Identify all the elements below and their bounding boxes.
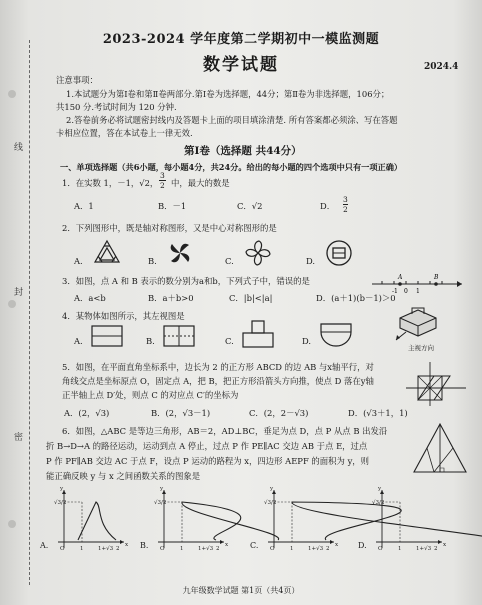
exam-title: 2023-2024 学年度第二学期初中一模监测题: [102, 32, 380, 47]
q6-graph-tick-label: 1+√3: [416, 546, 432, 552]
q6-graph-y-label: y: [378, 486, 382, 492]
note-line: 卡相应位置，答在本试卷上一律无效.: [56, 128, 193, 138]
q5-line: 5．如图，在平面直角坐标系中，边长为 2 的正方形 ABCD 的边 AB 与x轴平行，对: [62, 362, 374, 372]
q6-graph-tick-label: 2: [326, 546, 330, 552]
margin-label: 封: [14, 288, 24, 298]
q2-figure-b: [165, 238, 195, 268]
q6-graph-tick-label: 1: [180, 546, 184, 552]
q6-graph-x-arrow: [438, 540, 442, 544]
q1-option-a[interactable]: A．1: [74, 201, 94, 211]
page-footer: 九年级数学试题 第1页（共4页）: [182, 586, 300, 595]
q3-axis-label: 1: [416, 288, 420, 295]
q2-stem: 2．下列图形中，既是轴对称图形，又是中心对称图形的是: [62, 223, 277, 233]
q6-graph-origin-label: O: [60, 546, 65, 552]
q3-point-label: A: [398, 274, 403, 281]
q4-figure-a: [90, 322, 124, 350]
q6-graph-x-label: x: [225, 542, 229, 548]
q4-option-d[interactable]: D.: [302, 336, 312, 346]
q3-option-b[interactable]: B．a＋b>0: [148, 293, 194, 303]
q6-graph-x-label: x: [443, 542, 447, 548]
q1-stem-b: 中，最大的数是: [171, 178, 230, 188]
q4-option-b[interactable]: B.: [146, 336, 155, 346]
q3-option-a[interactable]: A．a<b: [74, 293, 106, 303]
q4-figure-d: [318, 320, 354, 350]
q2-figure-d: [324, 238, 354, 268]
q6-graph-peak-label: √3/2: [154, 500, 167, 506]
q5-coordinate-figure: [404, 360, 470, 410]
q3-number-line: [370, 270, 466, 294]
q6-graph-curve: [78, 502, 116, 540]
q4-figure-b: [162, 322, 196, 350]
q4-stem: 4．某物体如图所示，其左视图是: [62, 311, 185, 321]
q6-option-b: B.: [140, 541, 149, 550]
q6-line: 能正确反映 y 与 x 之间函数关系的图象是: [46, 471, 201, 481]
q6-line: P 作 PF∥AB 交边 AC 于点 F，设点 P 运动的路程为 x，四边形 AEPF 的面积为 y，则: [46, 456, 370, 466]
q1-stem-a: 1．在实数 1，－1，√2，: [62, 178, 159, 188]
q5-option-c[interactable]: C．(2，2－√3): [249, 408, 309, 418]
margin-label: 密: [14, 433, 24, 443]
binder-hole: [8, 300, 16, 308]
q6-graph-x-label: x: [125, 542, 129, 548]
q4-option-c[interactable]: C.: [225, 336, 234, 346]
note-line: 2.答卷前务必将试题密封线内及答题卡上面的项目填涂清楚. 所有答案都必须涂、写在答题: [66, 115, 398, 125]
q6-graph-tick-label: 2: [216, 546, 220, 552]
binder-hole: [8, 90, 16, 98]
q3-option-c[interactable]: C．|b|<|a|: [229, 293, 273, 303]
q6-graph-tick-label: 1: [80, 546, 84, 552]
q6-graph-curve: [182, 502, 279, 540]
q6-graph-peak-label: √3/2: [372, 500, 385, 506]
q6-graph-tick-label: 1: [398, 546, 402, 552]
margin-label: 线: [14, 143, 24, 153]
q3-option-d[interactable]: D．(a＋1)(b－1)＞0: [316, 293, 396, 303]
q6-graph-tick-label: 1+√3: [198, 546, 214, 552]
q6-graph-y-label: y: [270, 486, 274, 492]
exam-date: 2024.4: [424, 62, 459, 72]
q4-figure-c: [240, 318, 276, 350]
q6-graph-y-label: y: [160, 486, 164, 492]
q2-option-b[interactable]: B.: [148, 256, 157, 266]
q6-graph-tick-label: 1: [290, 546, 294, 552]
q1-option-d[interactable]: D．: [320, 201, 336, 211]
q6-graph-curve: [292, 502, 482, 540]
binder-hole: [8, 520, 16, 528]
q6-graph-origin-label: O: [270, 546, 275, 552]
q6-graph-origin-label: O: [160, 546, 165, 552]
notes-heading: 注意事项：: [56, 75, 98, 85]
q6-graph-x-arrow: [330, 540, 334, 544]
q6-answer-graphs: [40, 486, 470, 556]
q6-graph-y-label: y: [60, 486, 64, 492]
section-instruction: 一、单项选择题（共6小题，每小题4分，共24分。给出的每小题的四个选项中只有一项正确）: [60, 162, 403, 172]
q5-line: 角线交点是坐标原点 O，固定点 A，把 B，把正方形沿箭头方向推，使点 D 落在y轴: [62, 376, 374, 386]
q1-option-d-fraction: 3 2: [343, 195, 348, 214]
q6-graph-peak-label: √3/2: [54, 500, 67, 506]
q2-option-d[interactable]: D.: [306, 256, 316, 266]
q6-graph-origin-label: O: [378, 546, 383, 552]
q5-line: 正半轴上点 D′处，则点 C 的对应点 C′的坐标为: [62, 390, 239, 400]
q6-graph-x-arrow: [120, 540, 124, 544]
q2-figure-c: [243, 238, 273, 268]
subject-title: 数学试题: [203, 55, 279, 75]
seal-line: [29, 40, 30, 585]
q1-fraction: 3 2: [160, 171, 165, 190]
q6-graph-peak-label: √3/2: [264, 500, 277, 506]
q3-axis-label: 0: [404, 288, 408, 295]
q6-graph-tick-label: 2: [116, 546, 120, 552]
q6-option-c: C.: [250, 541, 259, 550]
q6-option-a: A.: [40, 541, 49, 550]
q5-option-d[interactable]: D．(√3＋1，1): [348, 408, 408, 418]
q6-option-d: D.: [358, 541, 367, 550]
q2-option-a[interactable]: A.: [74, 256, 83, 266]
q3-point-label: B: [434, 274, 439, 281]
q1-option-b[interactable]: B．－1: [158, 201, 187, 211]
q4-object-3d: [392, 306, 446, 344]
q4-option-a[interactable]: A.: [74, 336, 83, 346]
q3-stem: 3．如图，点 A 和 B 表示的数分别为a和b，下列式子中，错误的是: [62, 276, 310, 286]
q6-line: 6．如图，△ABC 是等边三角形，AB＝2，AD⊥BC，垂足为点 D，点 P 从点 B 出发沿: [62, 426, 388, 436]
q6-graph-tick-label: 1+√3: [98, 546, 114, 552]
q6-triangle-figure: [410, 422, 470, 478]
q6-graph-tick-label: 2: [434, 546, 438, 552]
section-title: 第Ⅰ卷（选择题 共44分）: [184, 145, 302, 157]
q6-graph-tick-label: 1+√3: [308, 546, 324, 552]
q6-graph-x-arrow: [220, 540, 224, 544]
note-line: 1.本试题分为第Ⅰ卷和第Ⅱ卷两部分.第Ⅰ卷为选择题，44分；第Ⅱ卷为非选择题，106分；: [66, 89, 390, 99]
note-line: 共150 分.考试时间为 120 分钟.: [56, 102, 177, 112]
q5-option-b[interactable]: B．(2，√3－1): [151, 408, 211, 418]
q6-graph-x-label: x: [335, 542, 339, 548]
q5-option-a[interactable]: A．(2，√3): [64, 408, 110, 418]
q3-axis-label: -1: [392, 288, 398, 295]
q4-direction-label: 主视方向: [408, 344, 434, 352]
q6-line: 折 B→D→A 的路径运动，运动到点 A 停止，过点 P 作 PE∥AC 交边 AB 于点 E，过点: [46, 441, 368, 451]
q2-option-c[interactable]: C.: [225, 256, 234, 266]
q2-figure-a: [92, 238, 122, 268]
q1-option-c[interactable]: C．√2: [237, 201, 263, 211]
